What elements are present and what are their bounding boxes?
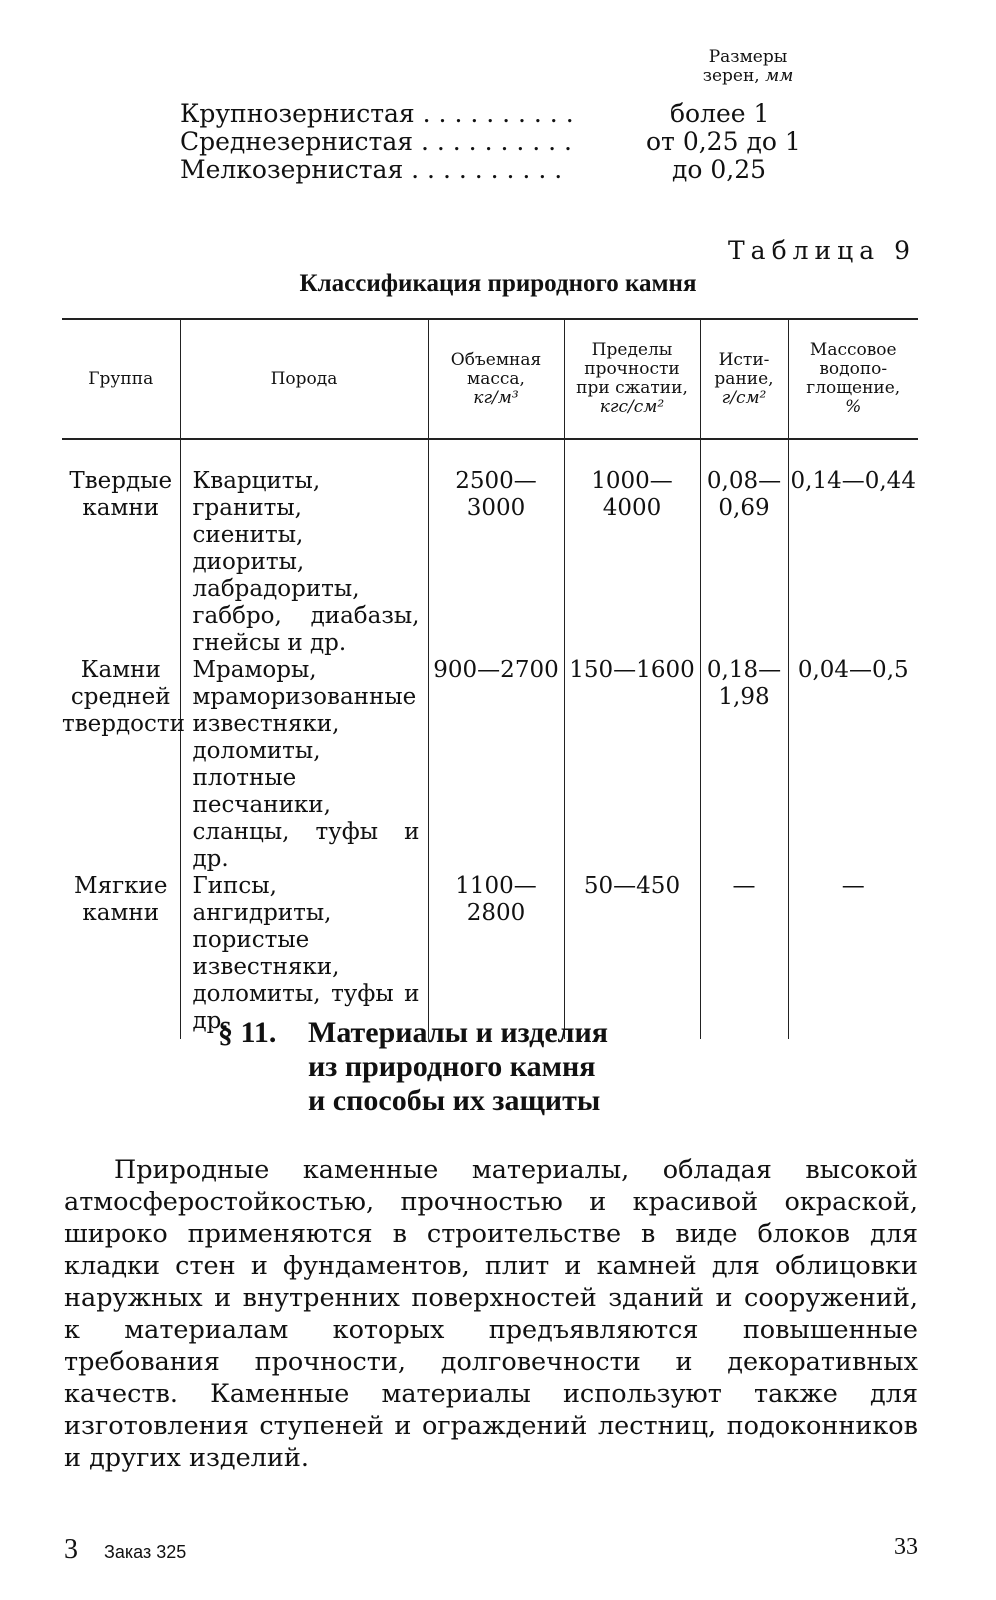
cell-strength: 50—450: [564, 873, 700, 1039]
header-density: Объемная масса, кг/м³: [428, 319, 564, 439]
signature-mark: 3: [64, 1534, 78, 1565]
grain-row-fine: [180, 156, 820, 184]
cell-absorption: 0,04—0,5: [788, 657, 918, 873]
header-abrasion: Исти-рание, г/см²: [700, 319, 788, 439]
cell-group: Камни средней твердости: [62, 657, 185, 737]
table-header-row: [62, 319, 918, 439]
cell-group: Твердые камни: [69, 468, 173, 521]
section-title-line2: из природного камня: [308, 1050, 596, 1083]
grain-value: более 1: [670, 99, 770, 128]
order-note: Заказ 325: [104, 1542, 187, 1562]
cell-rock: Гипсы, ангидриты, пористые известняки, доломиты, туфы и др.: [180, 873, 428, 1039]
cell-absorption: 0,14—0,44: [788, 439, 918, 657]
header-rock: Порода: [180, 319, 428, 439]
cell-density: 900—2700: [428, 657, 564, 873]
cell-strength: 150—1600: [564, 657, 700, 873]
section-title-line3: и способы их защиты: [308, 1084, 601, 1117]
header-strength: Пределы прочности при сжатии, кгс/см²: [564, 319, 700, 439]
grain-value: до 0,25: [672, 155, 767, 184]
cell-abrasion: 0,18—1,98: [700, 657, 788, 873]
table-number: Таблица 9: [727, 236, 916, 265]
cell-rock: Кварциты, граниты, сиениты, диориты, лабрадориты, габбро, диабазы, гнейсы и др.: [180, 439, 428, 657]
cell-absorption: —: [788, 873, 918, 1039]
header-group: Группа: [62, 319, 180, 439]
page-number: 33: [894, 1534, 918, 1560]
grain-size-header: [678, 48, 818, 86]
table-row: [62, 439, 918, 657]
cell-density: 1100—2800: [428, 873, 564, 1039]
table-title: Классификация природного камня: [299, 270, 697, 297]
cell-strength: 1000—4000: [564, 439, 700, 657]
section-number: § 11.: [218, 1016, 277, 1049]
body-paragraph: Природные каменные материалы, обладая высокой атмосферостойкостью, прочностью и красивой окраской, широко применяются в строительстве в виде блоков для кладки стен и фундаментов, плит и камней для облицовки наружных и внутренних поверхностей зданий и сооружений, к материалам которых предъявляются повышенные требования прочности, долговечности и декоративных качеств. Каменные материалы используют также для изготовления ступеней и ограждений лестниц, подоконников и других изделий.: [64, 1155, 918, 1473]
cell-abrasion: 0,08—0,69: [700, 439, 788, 657]
grain-header-unit: мм: [765, 66, 794, 86]
grain-name: Мелкозернистая . . . . . . . . . .: [180, 155, 563, 184]
grain-name: Среднезернистая . . . . . . . . . .: [180, 127, 572, 156]
table-row: [62, 657, 918, 873]
grain-name: Крупнозернистая . . . . . . . . . .: [180, 99, 574, 128]
grain-row-medium: [180, 128, 820, 156]
section-title-line1: Материалы и изделия: [308, 1016, 608, 1049]
cell-rock: Мраморы, мраморизованные известняки, доломиты, плотные песчаники, сланцы, туфы и др.: [180, 657, 428, 873]
cell-density: 2500—3000: [428, 439, 564, 657]
grain-row-coarse: [180, 100, 820, 128]
stone-classification-table: [62, 318, 918, 1039]
grain-header-line1: Размеры: [708, 47, 788, 67]
cell-abrasion: —: [700, 873, 788, 1039]
grain-header-line2: зерен,: [702, 66, 760, 86]
header-absorption: Массовое водопо-глощение, %: [788, 319, 918, 439]
table-row: [62, 873, 918, 1039]
grain-value: от 0,25 до 1: [646, 127, 801, 156]
cell-group: Мягкие камни: [74, 873, 168, 926]
